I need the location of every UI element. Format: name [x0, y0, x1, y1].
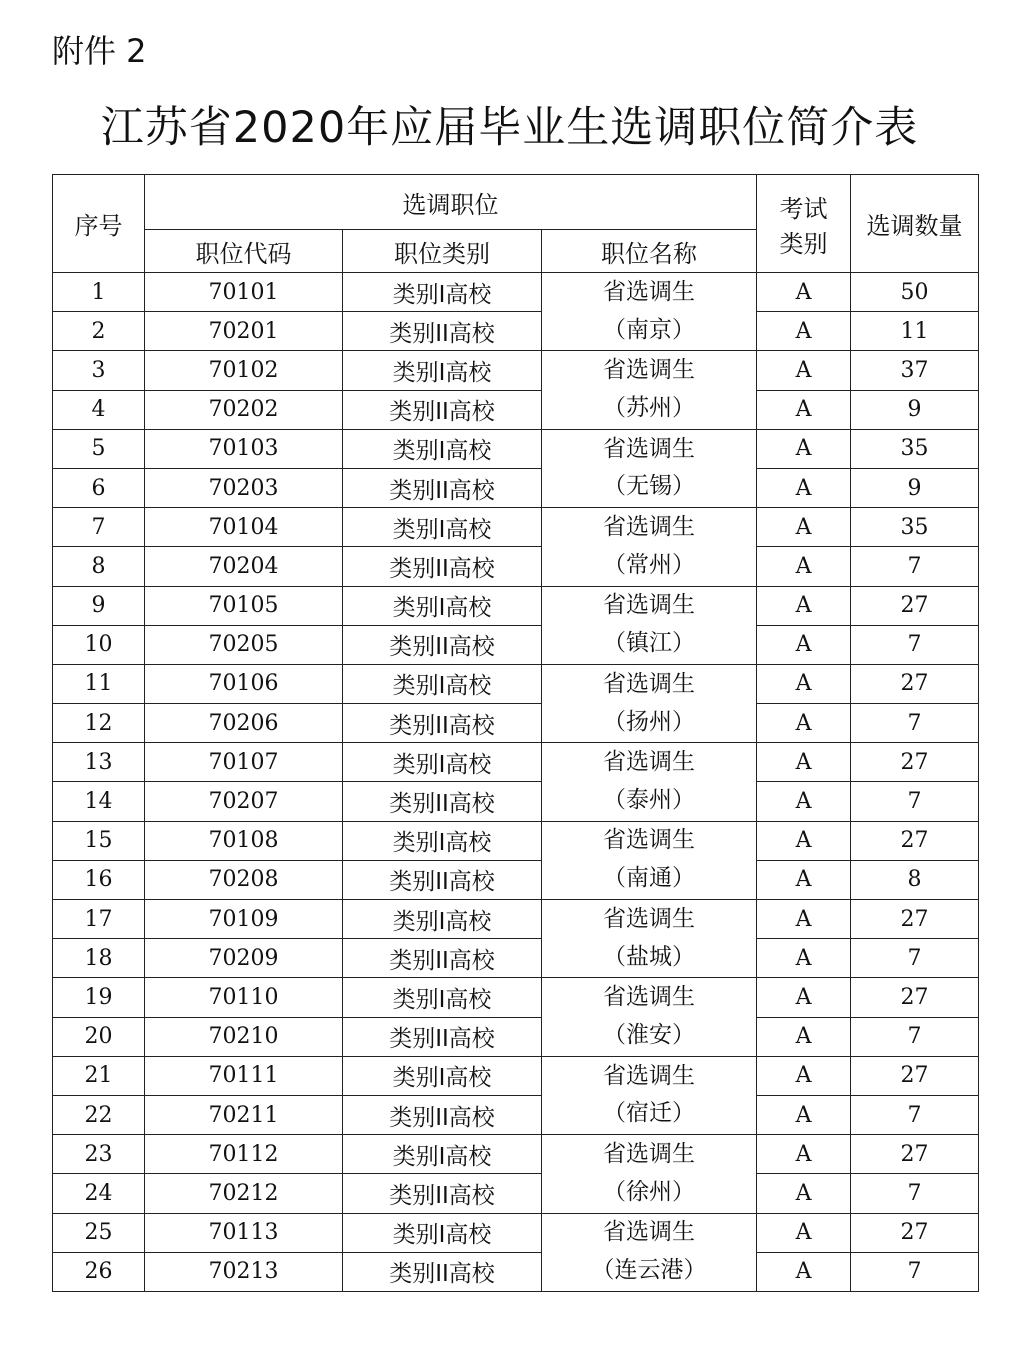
- cell-code: 70204: [145, 547, 343, 586]
- cell-category: 类别I高校: [343, 1135, 542, 1174]
- position-name-line2: （南通）: [603, 865, 695, 892]
- cell-exam-type: A: [757, 1056, 851, 1095]
- cell-position-name: [542, 978, 757, 1056]
- cell-quantity: 27: [851, 1135, 979, 1174]
- cell-category: 类别I高校: [343, 900, 542, 939]
- cell-exam-type: A: [757, 704, 851, 743]
- cell-quantity: 27: [851, 900, 979, 939]
- table-row: [53, 273, 979, 312]
- cell-position-name: [542, 664, 757, 742]
- cell-category: 类别I高校: [343, 586, 542, 625]
- cell-seq: 2: [53, 312, 145, 351]
- position-name-line2: （淮安）: [603, 1022, 695, 1049]
- cell-exam-type: A: [757, 900, 851, 939]
- position-name-line2: （镇江）: [603, 630, 695, 657]
- cell-category: 类别II高校: [343, 312, 542, 351]
- position-name-line1: 省选调生: [603, 984, 695, 1011]
- cell-category: 类别II高校: [343, 1252, 542, 1291]
- position-name-line2: （徐州）: [603, 1178, 695, 1205]
- cell-position-name: [542, 1135, 757, 1213]
- cell-position-name: [542, 1213, 757, 1291]
- cell-category: 类别I高校: [343, 821, 542, 860]
- position-name-line1: 省选调生: [603, 905, 695, 932]
- cell-quantity: 27: [851, 586, 979, 625]
- cell-exam-type: A: [757, 860, 851, 899]
- cell-seq: 12: [53, 704, 145, 743]
- cell-category: 类别II高校: [343, 625, 542, 664]
- cell-quantity: 50: [851, 273, 979, 312]
- cell-quantity: 7: [851, 704, 979, 743]
- cell-exam-type: A: [757, 547, 851, 586]
- header-position-group: 选调职位: [145, 175, 757, 230]
- position-name-line1: 省选调生: [603, 513, 695, 540]
- cell-seq: 26: [53, 1252, 145, 1291]
- cell-exam-type: A: [757, 586, 851, 625]
- position-name-line1: 省选调生: [603, 435, 695, 462]
- cell-seq: 9: [53, 586, 145, 625]
- cell-seq: 23: [53, 1135, 145, 1174]
- header-exam-line1: 考试: [779, 194, 828, 223]
- cell-category: 类别I高校: [343, 508, 542, 547]
- cell-code: 70213: [145, 1252, 343, 1291]
- cell-quantity: 35: [851, 508, 979, 547]
- cell-exam-type: A: [757, 351, 851, 390]
- cell-seq: 24: [53, 1174, 145, 1213]
- cell-seq: 13: [53, 743, 145, 782]
- table-row: [53, 1174, 979, 1213]
- position-name-line1: 省选调生: [603, 1140, 695, 1167]
- cell-seq: 22: [53, 1095, 145, 1134]
- cell-category: 类别II高校: [343, 1095, 542, 1134]
- cell-category: 类别I高校: [343, 1056, 542, 1095]
- cell-code: 70202: [145, 390, 343, 429]
- cell-exam-type: A: [757, 1174, 851, 1213]
- cell-seq: 19: [53, 978, 145, 1017]
- position-name-line1: 省选调生: [603, 1062, 695, 1089]
- cell-exam-type: A: [757, 978, 851, 1017]
- cell-code: 70106: [145, 664, 343, 703]
- cell-position-name: [542, 429, 757, 507]
- table-row: [53, 743, 979, 782]
- cell-category: 类别I高校: [343, 429, 542, 468]
- cell-code: 70107: [145, 743, 343, 782]
- cell-exam-type: A: [757, 664, 851, 703]
- cell-seq: 15: [53, 821, 145, 860]
- cell-code: 70113: [145, 1213, 343, 1252]
- cell-quantity: 9: [851, 468, 979, 507]
- cell-code: 70203: [145, 468, 343, 507]
- header-position-name: 职位名称: [542, 230, 757, 273]
- cell-category: 类别I高校: [343, 273, 542, 312]
- cell-quantity: 27: [851, 664, 979, 703]
- cell-exam-type: A: [757, 273, 851, 312]
- table-row: [53, 312, 979, 351]
- cell-code: 70103: [145, 429, 343, 468]
- table-row: [53, 664, 979, 703]
- position-name-line2: （南京）: [603, 316, 695, 343]
- table-header: [53, 175, 979, 273]
- table-row: [53, 351, 979, 390]
- cell-quantity: 27: [851, 1213, 979, 1252]
- cell-exam-type: A: [757, 782, 851, 821]
- cell-code: 70210: [145, 1017, 343, 1056]
- cell-category: 类别I高校: [343, 1213, 542, 1252]
- table-row: [53, 586, 979, 625]
- cell-exam-type: A: [757, 1017, 851, 1056]
- cell-quantity: 7: [851, 1252, 979, 1291]
- cell-quantity: 7: [851, 782, 979, 821]
- table-row: [53, 468, 979, 507]
- position-name-line2: （宿迁）: [603, 1100, 695, 1127]
- cell-position-name: [542, 900, 757, 978]
- position-name-line1: 省选调生: [603, 592, 695, 619]
- position-name-line2: （泰州）: [603, 786, 695, 813]
- cell-quantity: 27: [851, 1056, 979, 1095]
- table-body: [53, 273, 979, 1292]
- cell-seq: 14: [53, 782, 145, 821]
- position-name-line2: （扬州）: [603, 708, 695, 735]
- position-name-line1: 省选调生: [603, 827, 695, 854]
- cell-position-name: [542, 586, 757, 664]
- cell-position-name: [542, 508, 757, 586]
- cell-code: 70102: [145, 351, 343, 390]
- table-row: [53, 821, 979, 860]
- table-row: [53, 1213, 979, 1252]
- cell-code: 70212: [145, 1174, 343, 1213]
- cell-exam-type: A: [757, 1252, 851, 1291]
- cell-code: 70205: [145, 625, 343, 664]
- position-name-line2: （常州）: [603, 551, 695, 578]
- cell-seq: 7: [53, 508, 145, 547]
- cell-category: 类别I高校: [343, 664, 542, 703]
- cell-exam-type: A: [757, 1213, 851, 1252]
- cell-code: 70206: [145, 704, 343, 743]
- cell-code: 70105: [145, 586, 343, 625]
- cell-code: 70201: [145, 312, 343, 351]
- cell-exam-type: A: [757, 508, 851, 547]
- cell-quantity: 37: [851, 351, 979, 390]
- cell-exam-type: A: [757, 743, 851, 782]
- table-row: [53, 782, 979, 821]
- position-name-line1: 省选调生: [603, 357, 695, 384]
- document-title: 江苏省2020年应届毕业生选调职位简介表: [100, 103, 919, 153]
- cell-position-name: [542, 743, 757, 821]
- cell-position-name: [542, 821, 757, 899]
- cell-category: 类别I高校: [343, 743, 542, 782]
- table-row: [53, 704, 979, 743]
- header-exam-line2: 类别: [779, 229, 828, 258]
- position-name-line1: 省选调生: [603, 749, 695, 775]
- cell-seq: 8: [53, 547, 145, 586]
- cell-seq: 11: [53, 664, 145, 703]
- cell-category: 类别II高校: [343, 704, 542, 743]
- cell-code: 70211: [145, 1095, 343, 1134]
- cell-seq: 3: [53, 351, 145, 390]
- cell-quantity: 11: [851, 312, 979, 351]
- position-name-line2: （无锡）: [603, 473, 695, 500]
- cell-category: 类别II高校: [343, 390, 542, 429]
- cell-code: 70110: [145, 978, 343, 1017]
- table-row: [53, 978, 979, 1017]
- cell-quantity: 8: [851, 860, 979, 899]
- cell-quantity: 7: [851, 547, 979, 586]
- cell-quantity: 7: [851, 1017, 979, 1056]
- cell-position-name: [542, 1056, 757, 1134]
- cell-code: 70208: [145, 860, 343, 899]
- cell-quantity: 7: [851, 939, 979, 978]
- cell-exam-type: A: [757, 821, 851, 860]
- cell-exam-type: A: [757, 390, 851, 429]
- cell-seq: 20: [53, 1017, 145, 1056]
- cell-exam-type: A: [757, 1095, 851, 1134]
- cell-quantity: 7: [851, 1095, 979, 1134]
- cell-exam-type: A: [757, 1135, 851, 1174]
- cell-position-name: [542, 273, 757, 351]
- cell-code: 70112: [145, 1135, 343, 1174]
- table-row: [53, 1252, 979, 1291]
- table-row: [53, 900, 979, 939]
- table-row: [53, 1135, 979, 1174]
- table-row: [53, 390, 979, 429]
- position-name-line2: （连云港）: [591, 1257, 707, 1284]
- cell-category: 类别II高校: [343, 468, 542, 507]
- cell-exam-type: A: [757, 625, 851, 664]
- table-row: [53, 939, 979, 978]
- cell-category: 类别II高校: [343, 547, 542, 586]
- position-name-line2: （盐城）: [603, 943, 695, 970]
- cell-exam-type: A: [757, 939, 851, 978]
- header-seq: 序号: [53, 175, 145, 273]
- table-row: [53, 625, 979, 664]
- table-row: [53, 429, 979, 468]
- cell-seq: 6: [53, 468, 145, 507]
- cell-quantity: 9: [851, 390, 979, 429]
- header-exam-type: [757, 175, 851, 273]
- cell-code: 70111: [145, 1056, 343, 1095]
- cell-seq: 4: [53, 390, 145, 429]
- cell-code: 70101: [145, 273, 343, 312]
- cell-seq: 25: [53, 1213, 145, 1252]
- table-row: [53, 508, 979, 547]
- cell-quantity: 27: [851, 743, 979, 782]
- cell-quantity: 27: [851, 978, 979, 1017]
- cell-category: 类别II高校: [343, 782, 542, 821]
- cell-seq: 18: [53, 939, 145, 978]
- cell-code: 70109: [145, 900, 343, 939]
- cell-seq: 10: [53, 625, 145, 664]
- positions-table: [52, 174, 979, 1292]
- header-code: 职位代码: [145, 230, 343, 273]
- cell-seq: 16: [53, 860, 145, 899]
- position-name-line1: 省选调生: [603, 1219, 695, 1246]
- cell-seq: 17: [53, 900, 145, 939]
- cell-category: 类别II高校: [343, 1174, 542, 1213]
- table-row: [53, 1095, 979, 1134]
- cell-category: 类别I高校: [343, 351, 542, 390]
- cell-quantity: 35: [851, 429, 979, 468]
- position-name-line1: 省选调生: [603, 670, 695, 697]
- cell-quantity: 27: [851, 821, 979, 860]
- cell-category: 类别I高校: [343, 978, 542, 1017]
- table-row: [53, 547, 979, 586]
- cell-seq: 21: [53, 1056, 145, 1095]
- table-row: [53, 1056, 979, 1095]
- table-row: [53, 860, 979, 899]
- position-name-line1: 省选调生: [603, 278, 695, 305]
- cell-exam-type: A: [757, 312, 851, 351]
- cell-code: 70104: [145, 508, 343, 547]
- cell-exam-type: A: [757, 468, 851, 507]
- cell-quantity: 7: [851, 625, 979, 664]
- cell-seq: 1: [53, 273, 145, 312]
- cell-category: 类别II高校: [343, 939, 542, 978]
- cell-category: 类别II高校: [343, 860, 542, 899]
- cell-seq: 5: [53, 429, 145, 468]
- header-quantity: 选调数量: [851, 175, 979, 273]
- cell-category: 类别II高校: [343, 1017, 542, 1056]
- table-row: [53, 1017, 979, 1056]
- cell-code: 70207: [145, 782, 343, 821]
- cell-exam-type: A: [757, 429, 851, 468]
- cell-code: 70108: [145, 821, 343, 860]
- cell-quantity: 7: [851, 1174, 979, 1213]
- cell-code: 70209: [145, 939, 343, 978]
- position-name-line2: （苏州）: [603, 395, 695, 422]
- attachment-label: 附件 2: [52, 32, 147, 70]
- cell-position-name: [542, 351, 757, 429]
- header-category: 职位类别: [343, 230, 542, 273]
